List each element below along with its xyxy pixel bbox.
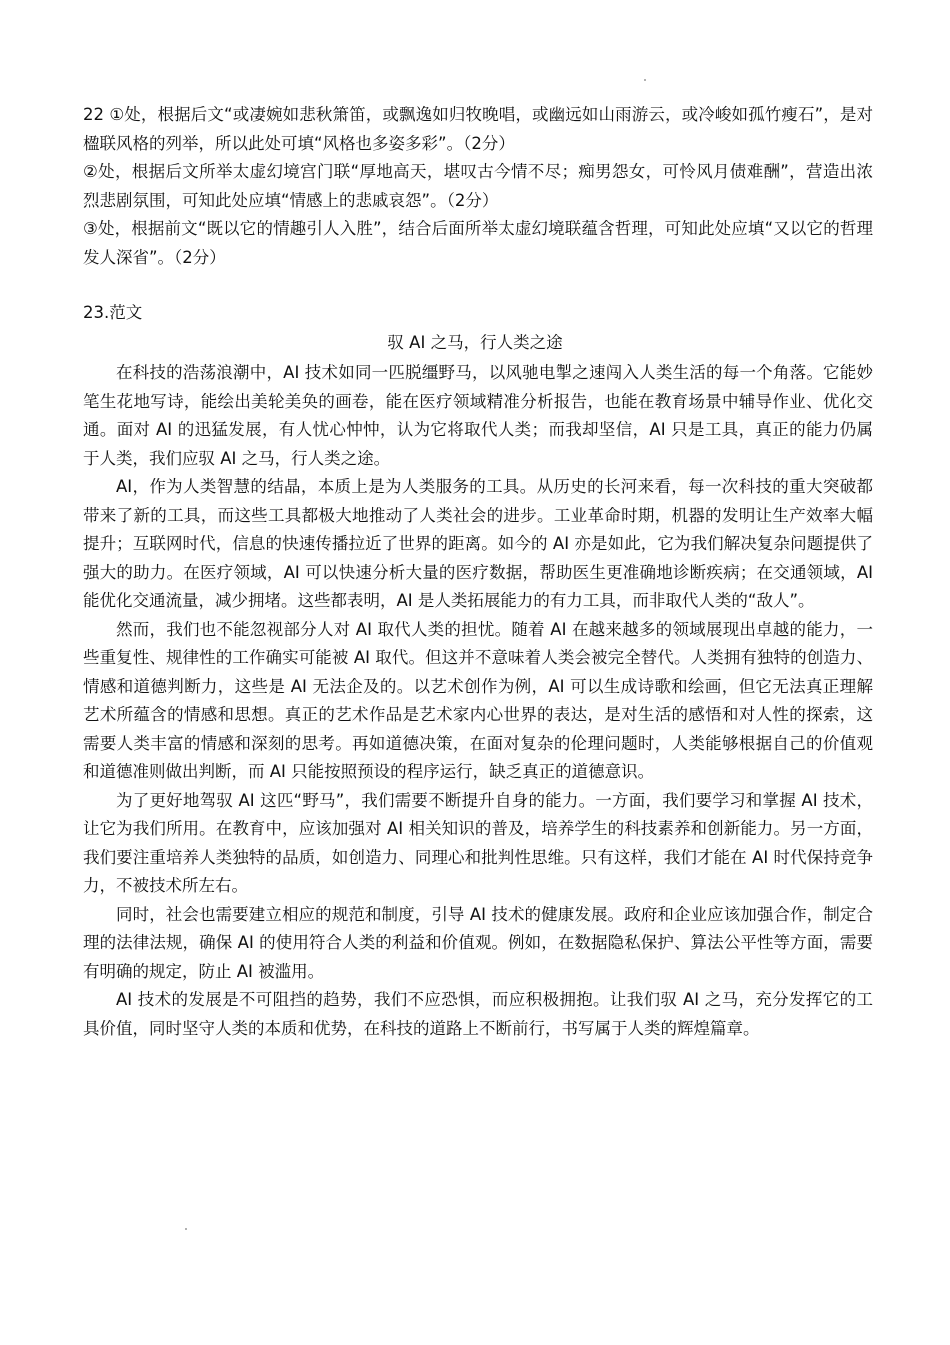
essay-paragraph-1: 在科技的浩荡浪潮中，AI 技术如同一匹脱缰野马，以风驰电掣之速闯入人类生活的每一个角落。它能妙笔生花地写诗，能绘出美轮美奂的画卷，能在医疗领域精准分析报告，也能在教育场景中辅导作业、优化交通。面对 AI 的迅猛发展，有人忧心忡忡，认为它将取代人类；而我却坚信，AI 只是工具，真正的能力仍属于人类，我们应驭 AI 之马，行人类之途。 bbox=[83, 363, 873, 468]
essay-paragraph-3: 然而，我们也不能忽视部分人对 AI 取代人类的担忧。随着 AI 在越来越多的领域展现出卓越的能力，一些重复性、规律性的工作确实可能被 AI 取代。但这并不意味着人类会被完全替代。人类拥有独特的创造力、情感和道德判断力，这些是 AI 无法企及的。以艺术创作为例，AI 可以生成诗歌和绘画，但它无法真正理解艺术所蕴含的情感和思想。真正的艺术作品是艺术家内心世界的表达，是对生活的感悟和对人性的探索，这需要人类丰富的情感和深刻的思考。再如道德决策，在面对复杂的伦理问题时，人类能够根据自己的价值观和道德准则做出判断，而 AI 只能按照预设的程序运行，缺乏真正的道德意识。 bbox=[83, 619, 873, 781]
scan-speck bbox=[185, 1228, 187, 1230]
essay-body bbox=[83, 359, 873, 1043]
q22-paragraph-2: ②处，根据后文所举太虚幻境宫门联“厚地高天，堪叹古今情不尽；痴男怨女，可怜风月债难酬”，营造出浓烈悲剧氛围，可知此处应填“情感上的悲戚哀怨”。（2分） bbox=[83, 162, 873, 210]
essay-paragraph-4: 为了更好地驾驭 AI 这匹“野马”，我们需要不断提升自身的能力。一方面，我们要学习和掌握 AI 技术，让它为我们所用。在教育中，应该加强对 AI 相关知识的普及，培养学生的科技素养和创新能力。另一方面，我们要注重培养人类独特的品质，如创造力、同理心和批判性思维。只有这样，我们才能在 AI 时代保持竞争力，不被技术所左右。 bbox=[83, 790, 873, 895]
essay-title: 驭 AI 之马，行人类之途 bbox=[387, 333, 563, 352]
question-22-answer bbox=[83, 101, 873, 272]
q22-paragraph-3: ③处，根据前文“既以它的情趣引人入胜”，结合后面所举太虚幻境联蕴含哲理，可知此处应填“又以它的哲理发人深省”。（2分） bbox=[83, 219, 873, 267]
q22-paragraph-1: 22 ①处，根据后文“或凄婉如悲秋箫笛，或飘逸如归牧晚唱，或幽远如山雨游云，或冷峻如孤竹瘦石”，是对楹联风格的列举，所以此处可填“风格也多姿多彩”。（2分） bbox=[83, 105, 873, 153]
scan-speck bbox=[644, 79, 646, 81]
essay-paragraph-2: AI，作为人类智慧的结晶，本质上是为人类服务的工具。从历史的长河来看，每一次科技的重大突破都带来了新的工具，而这些工具都极大地推动了人类社会的进步。工业革命时期，机器的发明让生产效率大幅提升；互联网时代，信息的快速传播拉近了世界的距离。如今的 AI 亦是如此，它为我们解决复杂问题提供了强大的助力。在医疗领域，AI 可以快速分析大量的医疗数据，帮助医生更准确地诊断疾病；在交通领域，AI 能优化交通流量，减少拥堵。这些都表明，AI 是人类拓展能力的有力工具，而非取代人类的“敌人”。 bbox=[83, 477, 873, 610]
question-23-label: 23.范文 bbox=[83, 303, 143, 322]
essay-paragraph-6: AI 技术的发展是不可阻挡的趋势，我们不应恐惧，而应积极拥抱。让我们驭 AI 之马，充分发挥它的工具价值，同时坚守人类的本质和优势，在科技的道路上不断前行，书写属于人类的辉煌篇章。 bbox=[83, 990, 873, 1038]
essay-paragraph-5: 同时，社会也需要建立相应的规范和制度，引导 AI 技术的健康发展。政府和企业应该加强合作，制定合理的法律法规，确保 AI 的使用符合人类的利益和价值观。例如，在数据隐私保护、算法公平性等方面，需要有明确的规定，防止 AI 被滥用。 bbox=[83, 904, 873, 981]
